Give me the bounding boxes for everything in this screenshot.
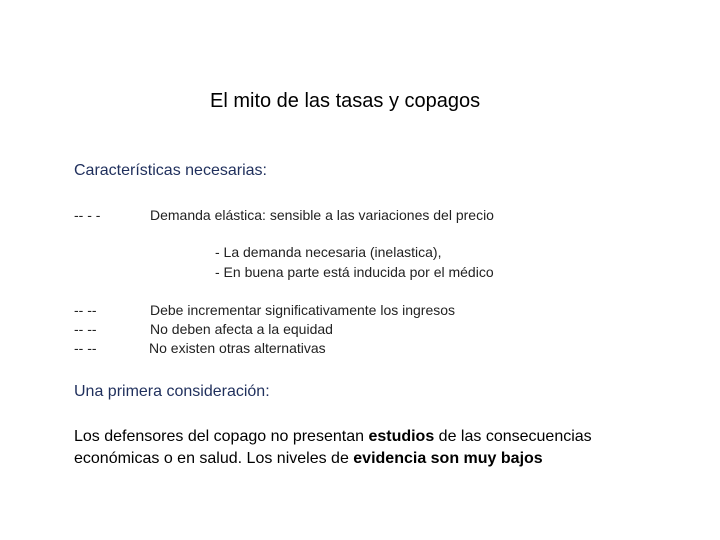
bullet-marker: -- --: [74, 302, 97, 318]
feature-alternatives: No existen otras alternativas: [149, 340, 326, 356]
consideration-heading: Una primera consideración:: [74, 383, 270, 400]
consideration-emphasis: evidencia son muy bajos: [353, 450, 543, 467]
sub-item-induced: - En buena parte está inducida por el médico: [215, 264, 494, 280]
bullet-marker: -- --: [74, 340, 97, 356]
consideration-text: económicas o en salud. Los niveles de: [74, 450, 354, 467]
feature-income: Debe incrementar significativamente los ingresos: [150, 302, 456, 318]
page-title: El mito de las tasas y copagos: [210, 90, 481, 112]
features-heading: Características necesarias:: [74, 162, 267, 179]
consideration-line-2: [74, 450, 543, 468]
feature-elastic-demand: Demanda elástica: sensible a las variaciones del precio: [150, 207, 494, 223]
feature-equity: No deben afecta a la equidad: [150, 321, 333, 337]
consideration-text: de las consecuencias: [434, 428, 592, 445]
sub-item-inelastic: - La demanda necesaria (inelastica),: [215, 244, 442, 260]
consideration-text: Los defensores del copago no presentan: [74, 428, 369, 445]
bullet-marker: -- - -: [74, 207, 101, 223]
consideration-emphasis: estudios: [368, 428, 435, 445]
consideration-line-1: [74, 428, 592, 446]
bullet-marker: -- --: [74, 321, 97, 337]
